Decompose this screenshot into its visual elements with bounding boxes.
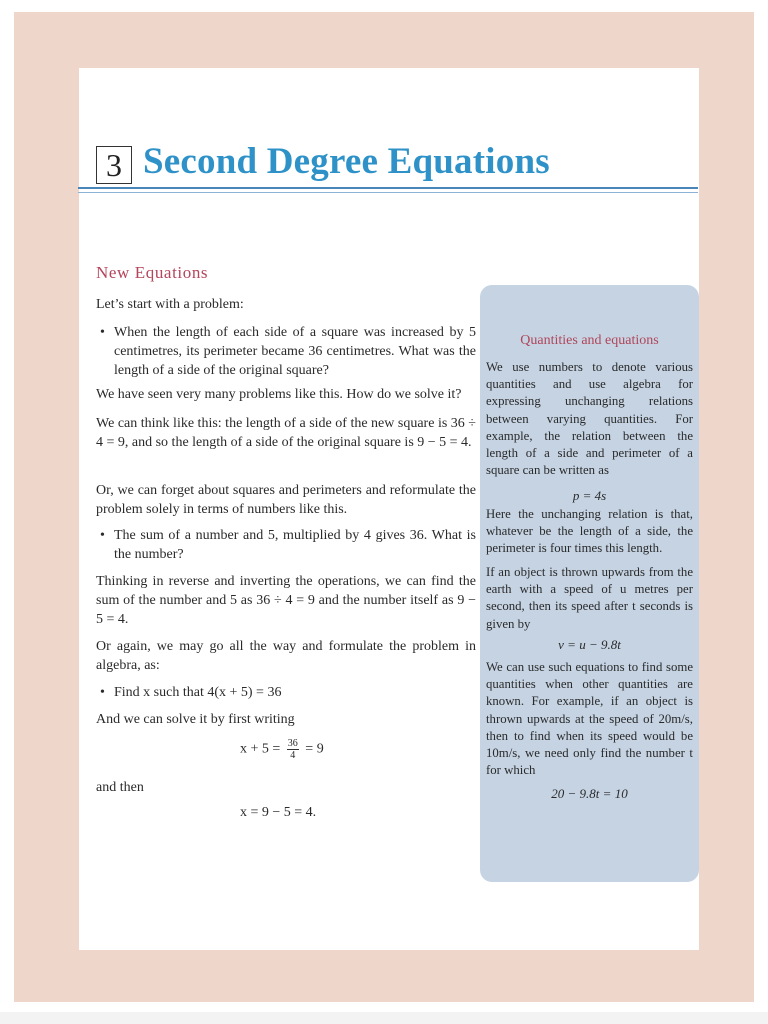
bullet-icon: • <box>100 325 105 340</box>
paragraph: Thinking in reverse and inverting the operations, we can find the sum of the number and 5 as 36 ÷ 4 = 9 and the number itself as 9 − 5 = 4. <box>96 574 476 627</box>
sidebar-equation: v = u − 9.8t <box>558 637 621 652</box>
fraction-denominator: 4 <box>290 750 296 761</box>
bullet-item: When the length of each side of a square was increased by 5 centimetres, its perimeter became 36 centimetres. What was the length of a side of the original square? <box>114 325 476 378</box>
bullet-icon: • <box>100 528 105 543</box>
equation: x = 9 − 5 = 4. <box>240 805 317 820</box>
paragraph: Or again, we may go all the way and formulate the problem in algebra, as: <box>96 639 476 673</box>
bullet-item: The sum of a number and 5, multiplied by 4 gives 36. What is the number? <box>114 528 476 562</box>
bullet-icon: • <box>100 685 105 700</box>
fraction-numerator: 36 <box>287 738 298 749</box>
sidebar-paragraph: We use numbers to denote various quantities and use algebra for expressing unchanging relations between varying quantities. For example, the relation between the length of a side and perimeter of a square can be written as <box>486 360 693 478</box>
paragraph: Let’s start with a problem: <box>96 297 244 312</box>
paragraph: We have seen very many problems like this. How do we solve it? <box>96 387 462 402</box>
equation-right: = 9 <box>305 741 324 757</box>
chapter-number: 3 <box>96 146 132 184</box>
equation-left: x + 5 = <box>240 741 281 757</box>
title-rule <box>78 187 698 189</box>
paragraph: And we can solve it by first writing <box>96 712 295 727</box>
sidebar-paragraph: We can use such equations to find some quantities when other quantities are known. For example, if an object is thrown upwards at the speed of 20m/s, then to find when its speed would be 10m/s, we need only find the number t for which <box>486 660 693 778</box>
bottom-strip <box>0 1012 768 1024</box>
chapter-title: Second Degree Equations <box>143 141 550 182</box>
fraction <box>287 738 299 761</box>
paragraph: Or, we can forget about squares and perimeters and reformulate the problem solely in terms of numbers like this. <box>96 483 476 517</box>
sidebar-title: Quantities and equations <box>520 333 659 348</box>
sidebar-paragraph: Here the unchanging relation is that, whatever be the length of a side, the perimeter is four times this length. <box>486 507 693 556</box>
sidebar-paragraph: If an object is thrown upwards from the earth with a speed of u metres per second, then its speed after t seconds is given by <box>486 565 693 631</box>
sidebar-equation: p = 4s <box>572 488 607 503</box>
sidebar-equation: 20 − 9.8t = 10 <box>551 786 628 801</box>
bullet-item: Find x such that 4(x + 5) = 36 <box>114 685 282 700</box>
paragraph: and then <box>96 780 144 795</box>
equation <box>240 738 324 761</box>
section-heading: New Equations <box>96 263 209 282</box>
paragraph: We can think like this: the length of a side of the new square is 36 ÷ 4 = 9, and so the length of a side of the original square is 9 − 5 = 4. <box>96 416 476 450</box>
title-rule-thin <box>78 192 698 193</box>
